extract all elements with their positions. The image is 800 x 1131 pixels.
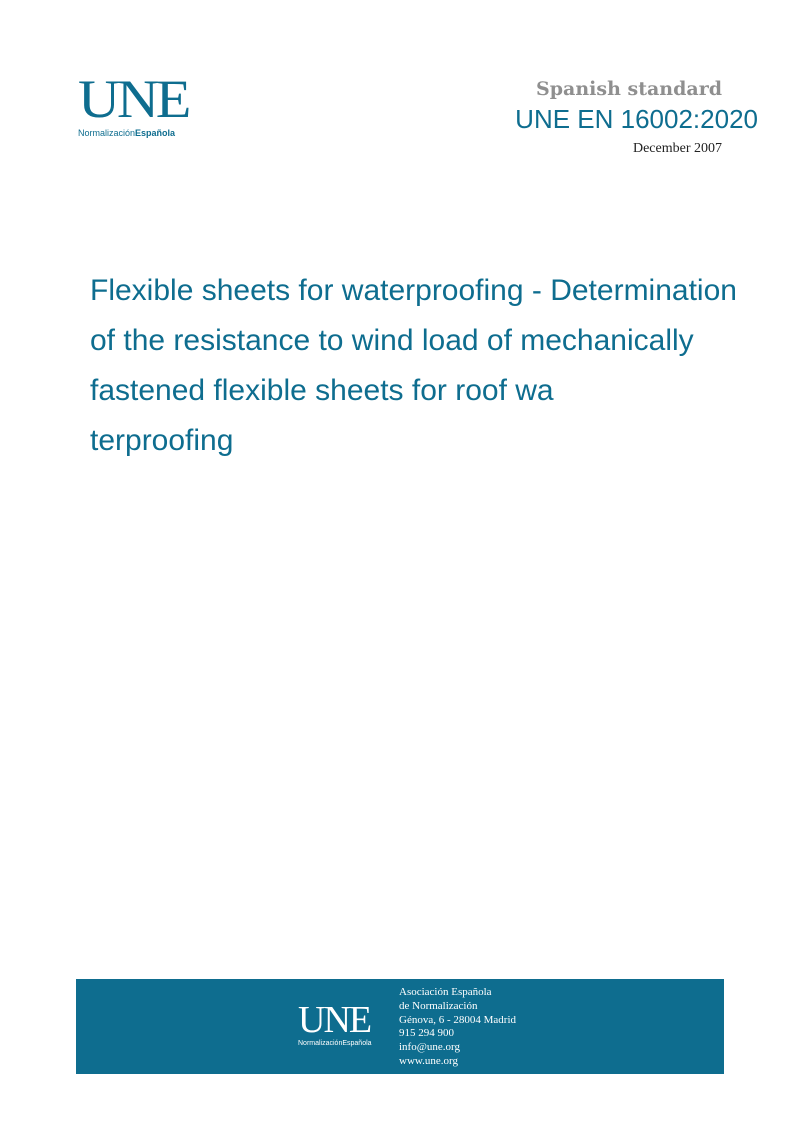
address-line: de Normalización [399, 999, 478, 1012]
standard-date: December 2007 [632, 141, 722, 156]
title-line: terproofing [90, 424, 234, 457]
footer-logo [298, 1001, 372, 1047]
une-logo-mark: UNE [78, 69, 189, 129]
address-line: Génova, 6 - 28004 Madrid [399, 1013, 517, 1026]
une-logo [78, 69, 193, 142]
document-title [90, 266, 790, 466]
standard-header [515, 78, 758, 157]
title-line: of the resistance to wind load of mechanically [90, 324, 694, 357]
email-link[interactable]: info@une.org [399, 1041, 460, 1054]
footer-logo-subtitle: NormalizaciónEspañola [298, 1040, 372, 1047]
address-line: Asociación Española [399, 986, 492, 998]
footer-banner [76, 979, 724, 1074]
une-logo-subtitle [78, 128, 193, 138]
standard-kind: Spanish standard [536, 78, 722, 100]
standard-code: UNE EN 16002:2020 [515, 104, 758, 134]
logo-sub-b: Española [135, 128, 176, 138]
website-link[interactable]: www.une.org [399, 1054, 458, 1067]
title-line: fastened flexible sheets for roof wa [90, 374, 554, 407]
logo-sub-a: Normalización [78, 128, 136, 138]
phone-number: 915 294 900 [399, 1027, 454, 1040]
footer-address [399, 986, 516, 1069]
footer-logo-mark: UNE [298, 999, 371, 1041]
title-line: Flexible sheets for waterproofing - Determination [90, 274, 737, 307]
